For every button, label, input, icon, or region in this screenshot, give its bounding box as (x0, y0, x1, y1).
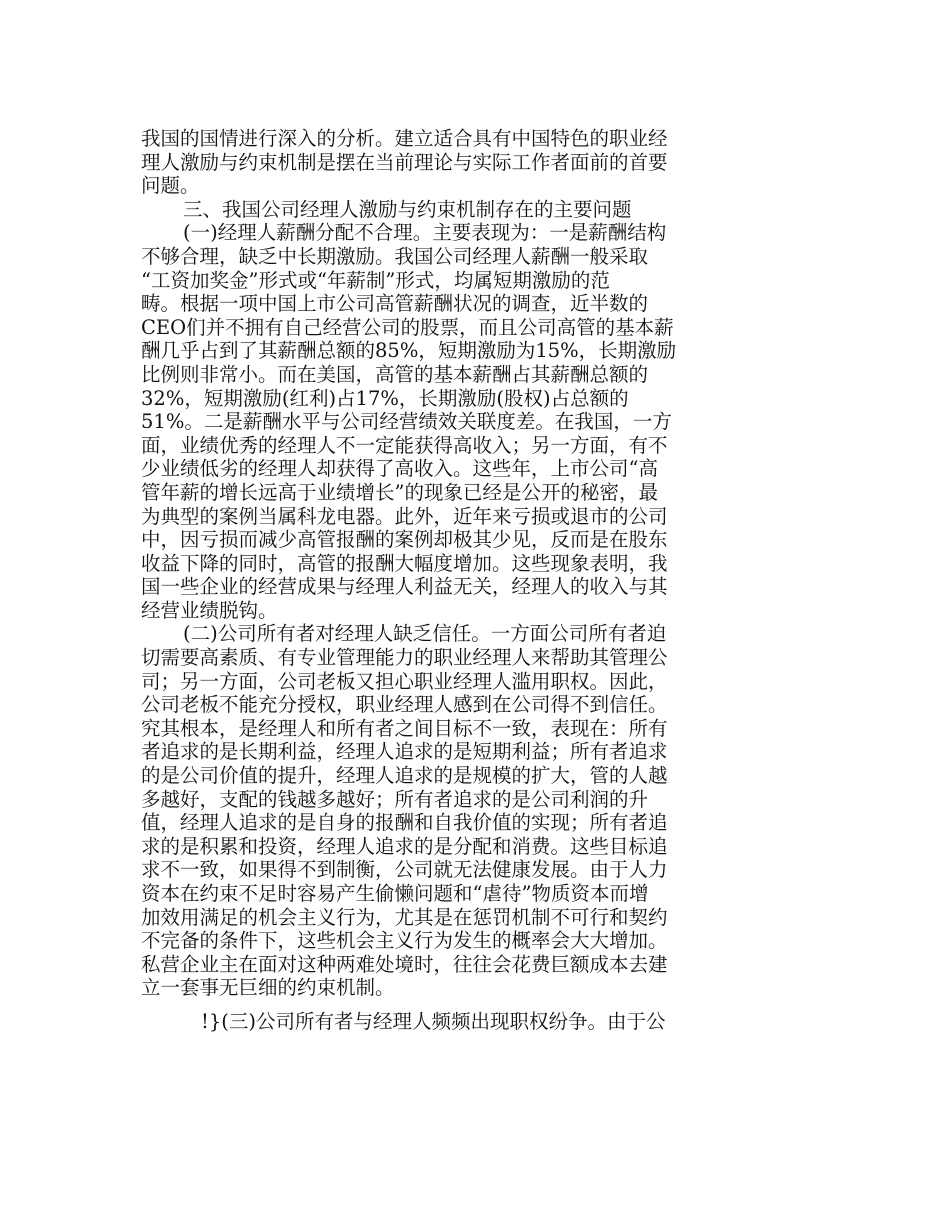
text-line: 的是公司价值的提升，经理人追求的是规模的扩大，管的人越 (141, 764, 668, 788)
text-line: 理人激励与约束机制是摆在当前理论与实际工作者面前的首要 (141, 150, 668, 174)
text-line: 问题。 (141, 174, 200, 198)
text-line: 32%，短期激励(红利)占17%，长期激励(股权)占总额的 (141, 386, 629, 410)
section-heading: 三、我国公司经理人激励与约束机制存在的主要问题 (183, 197, 632, 221)
text-line: 值，经理人追求的是自身的报酬和自我价值的实现；所有者追 (141, 811, 668, 835)
text-line: 我国的国情进行深入的分析。建立适合具有中国特色的职业经 (141, 127, 668, 150)
text-line: 酬几乎占到了其薪酬总额的85%，短期激励为15%，长期激励 (141, 339, 677, 363)
text-line: 加效用满足的机会主义行为，尤其是在惩罚机制不可行和契约 (141, 905, 668, 929)
text-line: 求的是积累和投资，经理人追求的是分配和消费。这些目标追 (141, 834, 668, 858)
text-line: 为典型的案例当属科龙电器。此外，近年来亏损或退市的公司 (141, 504, 668, 528)
text-line: 不够合理，缺乏中长期激励。我国公司经理人薪酬一般采取 (141, 244, 649, 268)
text-line: 中，因亏损而减少高管报酬的案例却极其少见，反而是在股东 (141, 528, 668, 552)
text-line: (一)经理人薪酬分配不合理。主要表现为：一是薪酬结构 (183, 221, 667, 245)
text-line: 司；另一方面，公司老板又担心职业经理人滥用职权。因此， (141, 669, 668, 693)
text-line: CEO们并不拥有自己经营公司的股票，而且公司高管的基本薪 (141, 315, 674, 339)
text-line: (二)公司所有者对经理人缺乏信任。一方面公司所有者迫 (183, 622, 667, 646)
text-line: 公司老板不能充分授权，职业经理人感到在公司得不到信任。 (141, 693, 668, 717)
text-line: 不完备的条件下，这些机会主义行为发生的概率会大大增加。 (141, 929, 668, 953)
text-line: 少业绩低劣的经理人却获得了高收入。这些年，上市公司“高 (141, 457, 658, 481)
text-line: 比例则非常小。而在美国，高管的基本薪酬占其薪酬总额的 (141, 362, 649, 386)
text-line: 究其根本，是经理人和所有者之间目标不一致，表现在：所有 (141, 716, 668, 740)
text-line: 立一套事无巨细的约束机制。 (141, 976, 395, 1000)
text-line: 经营业绩脱钩。 (141, 598, 278, 622)
text-line: 私营企业主在面对这种两难处境时，往往会花费巨额成本去建 (141, 952, 668, 976)
text-line: 面，业绩优秀的经理人不一定能获得高收入；另一方面，有不 (141, 433, 668, 457)
text-line: 畴。根据一项中国上市公司高管薪酬状况的调查，近半数的 (141, 292, 649, 316)
text-line: 51%。二是薪酬水平与公司经营绩效关联度差。在我国，一方 (141, 410, 672, 434)
text-line: !}(三)公司所有者与经理人频频出现职权纷争。由于公 (201, 1009, 666, 1033)
text-line: 管年薪的增长远高于业绩增长”的现象已经是公开的秘密，最 (141, 480, 658, 504)
text-line: 多越好，支配的钱越多越好；所有者追求的是公司利润的升 (141, 787, 649, 811)
text-line: 收益下降的同时，高管的报酬大幅度增加。这些现象表明，我 (141, 551, 668, 575)
text-line: 者追求的是长期利益，经理人追求的是短期利益；所有者追求 (141, 740, 668, 764)
text-line: “工资加奖金”形式或“年薪制”形式，均属短期激励的范 (141, 268, 610, 292)
text-line: 求不一致，如果得不到制衡，公司就无法健康发展。由于人力 (141, 858, 668, 882)
text-line: 国一些企业的经营成果与经理人利益无关，经理人的收入与其 (141, 575, 668, 599)
document-page (141, 127, 741, 1034)
text-line: 切需要高素质、有专业管理能力的职业经理人来帮助其管理公 (141, 646, 668, 670)
text-line: 资本在约束不足时容易产生偷懒问题和“虐待”物质资本而增 (141, 882, 649, 905)
